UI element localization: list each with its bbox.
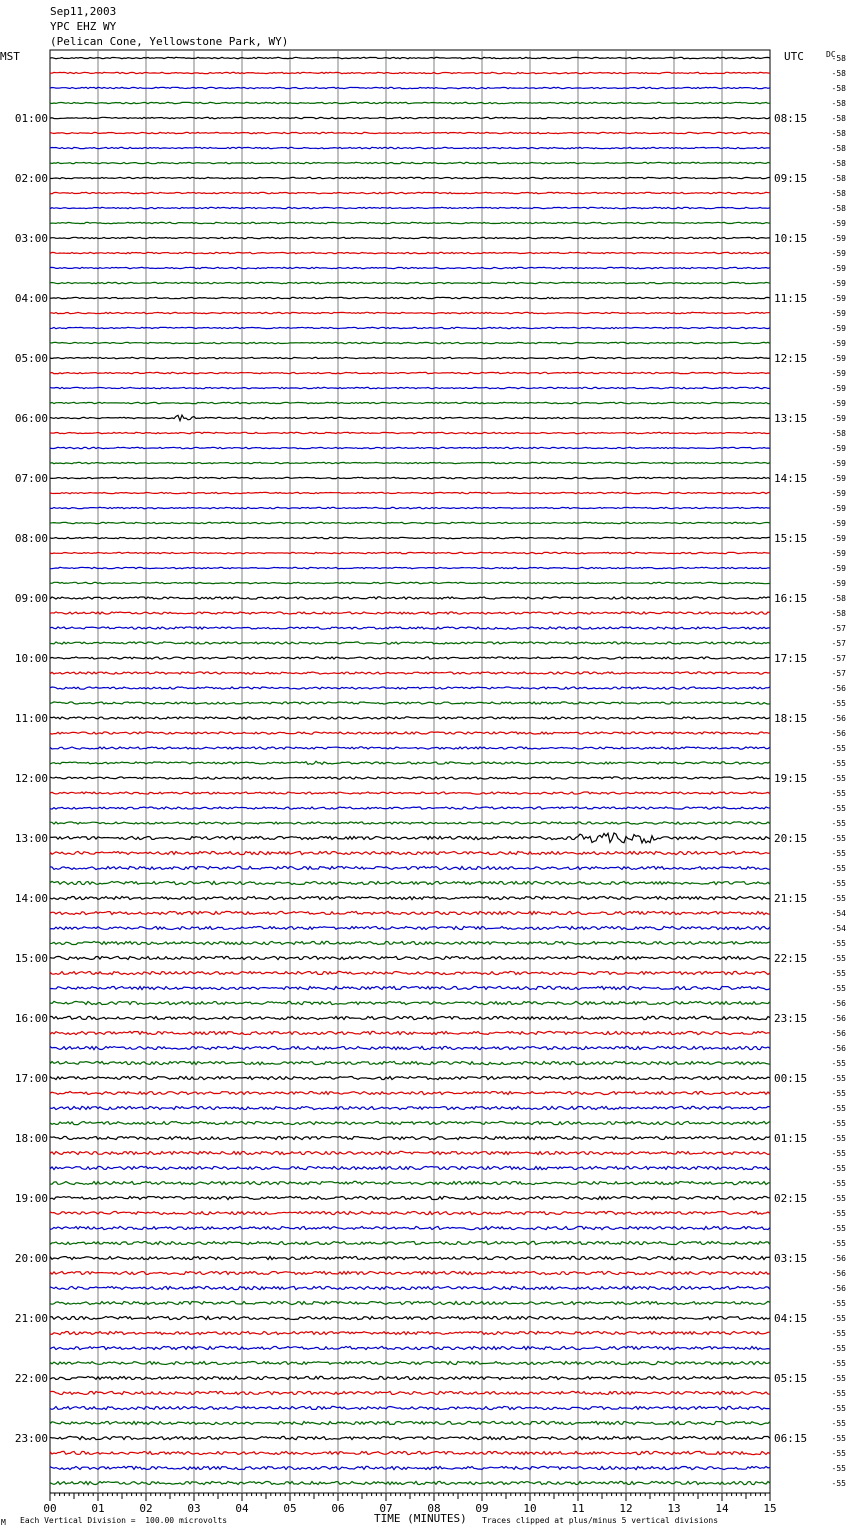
dc-offset-label: -55: [831, 1164, 846, 1173]
seismic-trace: [50, 342, 770, 343]
x-tick-label: 01: [91, 1502, 105, 1515]
station-location: (Pelican Cone, Yellowstone Park, WY): [50, 35, 289, 48]
right-hour-label: 16:15: [774, 592, 808, 605]
seismic-trace: [50, 387, 770, 388]
left-hour-label: 15:00: [14, 952, 48, 965]
seismic-trace: [50, 597, 770, 599]
right-hour-label: 03:15: [774, 1252, 808, 1265]
dc-offset-label: -55: [831, 1059, 846, 1068]
seismic-trace: [50, 177, 770, 178]
dc-offset-label: -59: [831, 369, 846, 378]
dc-offset-label: -55: [831, 1179, 846, 1188]
dc-offset-label: -55: [831, 1074, 846, 1083]
right-hour-label: 18:15: [774, 712, 808, 725]
left-hour-label: 12:00: [14, 772, 48, 785]
dc-offset-label: -59: [831, 579, 846, 588]
dc-offset-label: -55: [831, 1209, 846, 1218]
x-tick-label: 10: [523, 1502, 537, 1515]
seismic-trace: [50, 507, 770, 508]
seismic-trace: [50, 1376, 770, 1379]
plot-date: Sep11,2003: [50, 5, 117, 18]
dc-offset-label: -58: [831, 174, 846, 183]
left-hour-label: 16:00: [14, 1012, 48, 1025]
dc-offset-label: -59: [831, 564, 846, 573]
seismic-trace: [50, 822, 770, 824]
dc-offset-label: -57: [831, 654, 846, 663]
seismic-trace: [50, 1061, 770, 1065]
right-hour-label: 22:15: [774, 952, 808, 965]
seismic-trace: [50, 851, 770, 854]
left-hour-label: 05:00: [14, 352, 48, 365]
seismic-trace: [50, 1031, 770, 1034]
dc-offset-label: -59: [831, 474, 846, 483]
dc-offset-label: -56: [831, 684, 846, 693]
seismic-trace: [50, 777, 770, 779]
dc-offset-label: -55: [831, 984, 846, 993]
seismic-trace: [50, 1391, 770, 1394]
x-tick-label: 06: [331, 1502, 345, 1515]
left-hour-label: 22:00: [14, 1372, 48, 1385]
left-hour-label: 07:00: [14, 472, 48, 485]
seismic-trace: [50, 1361, 770, 1364]
dc-offset-label: -55: [831, 1434, 846, 1443]
x-tick-label: 07: [379, 1502, 393, 1515]
dc-offset-label: -55: [831, 1089, 846, 1098]
seismic-trace: [50, 761, 770, 764]
dc-offset-label: -55: [831, 939, 846, 948]
dc-offset-label: -55: [831, 1464, 846, 1473]
seismic-trace: [50, 866, 770, 869]
dc-offset-label: -59: [831, 504, 846, 513]
left-hour-label: 09:00: [14, 592, 48, 605]
dc-offset-label: -55: [831, 1119, 846, 1128]
right-hour-label: 23:15: [774, 1012, 808, 1025]
seismic-trace: [50, 297, 770, 298]
seismic-trace: [50, 1421, 770, 1424]
seismic-trace: [50, 447, 770, 448]
dc-offset-label: -56: [831, 1014, 846, 1023]
dc-offset-label: -58: [831, 594, 846, 603]
dc-offset-label: -58: [831, 159, 846, 168]
seismic-trace: [50, 1226, 770, 1229]
seismic-trace: [50, 732, 770, 734]
dc-offset-label: -55: [831, 774, 846, 783]
dc-offset-label: -55: [831, 759, 846, 768]
right-hour-label: 10:15: [774, 232, 808, 245]
left-hour-label: 06:00: [14, 412, 48, 425]
dc-offset-label: -59: [831, 294, 846, 303]
seismic-trace: [50, 357, 770, 358]
dc-offset-label: -55: [831, 1419, 846, 1428]
seismic-trace: [50, 147, 770, 148]
seismic-trace: [50, 132, 770, 133]
right-hour-label: 08:15: [774, 112, 808, 125]
dc-offset-label: -55: [831, 1299, 846, 1308]
dc-label: DC: [826, 50, 836, 59]
left-hour-label: 13:00: [14, 832, 48, 845]
seismic-trace: [50, 956, 770, 959]
left-hour-label: 04:00: [14, 292, 48, 305]
seismic-trace: [50, 1001, 770, 1004]
right-hour-label: 21:15: [774, 892, 808, 905]
dc-offset-label: -59: [831, 384, 846, 393]
x-tick-label: 13: [667, 1502, 681, 1515]
seismic-trace: [50, 807, 770, 809]
seismic-trace: [50, 1301, 770, 1304]
left-hour-label: 10:00: [14, 652, 48, 665]
seismic-trace: [50, 327, 770, 328]
seismic-trace: [50, 657, 770, 659]
dc-offset-label: -58: [831, 69, 846, 78]
right-hour-label: 20:15: [774, 832, 808, 845]
left-hour-label: 11:00: [14, 712, 48, 725]
x-tick-label: 04: [235, 1502, 249, 1515]
left-hour-label: 21:00: [14, 1312, 48, 1325]
seismic-trace: [50, 1316, 770, 1319]
seismic-trace: [50, 57, 770, 58]
seismic-trace: [50, 432, 770, 433]
plot-frame: [50, 50, 770, 1493]
dc-offset-label: -55: [831, 1104, 846, 1113]
dc-offset-label: -55: [831, 1314, 846, 1323]
dc-offset-label: -59: [831, 534, 846, 543]
right-hour-label: 00:15: [774, 1072, 808, 1085]
seismic-trace: [50, 941, 770, 944]
seismic-trace: [50, 1286, 770, 1289]
seismic-trace: [50, 567, 770, 568]
dc-offset-label: -55: [831, 1404, 846, 1413]
right-hour-label: 02:15: [774, 1192, 808, 1205]
station-code: YPC EHZ WY: [50, 20, 117, 33]
corner-mark: M: [1, 1518, 6, 1527]
seismic-trace: [50, 372, 770, 373]
right-hour-label: 11:15: [774, 292, 808, 305]
dc-offset-label: -58: [831, 144, 846, 153]
seismic-trace: [50, 986, 770, 989]
dc-offset-label: -59: [831, 519, 846, 528]
left-hour-label: 01:00: [14, 112, 48, 125]
dc-offset-label: -56: [831, 1029, 846, 1038]
dc-offset-label: -59: [831, 339, 846, 348]
right-axis-title: UTC: [784, 50, 804, 63]
dc-offset-label: -55: [831, 744, 846, 753]
seismic-trace: [50, 1451, 770, 1454]
seismic-trace: [50, 717, 770, 719]
dc-offset-label: -59: [831, 279, 846, 288]
dc-offset-label: -54: [831, 924, 846, 933]
right-hour-label: 09:15: [774, 172, 808, 185]
dc-offset-label: -56: [831, 1254, 846, 1263]
seismic-trace: [50, 1046, 770, 1049]
seismic-trace: [50, 192, 770, 193]
dc-offset-label: -59: [831, 309, 846, 318]
seismic-trace: [50, 102, 770, 103]
seismic-trace: [50, 642, 770, 644]
dc-offset-label: -55: [831, 1224, 846, 1233]
seismic-trace: [50, 1241, 770, 1244]
dc-offset-label: -59: [831, 324, 846, 333]
seismic-trace: [50, 1481, 770, 1484]
seismic-trace: [50, 1331, 770, 1334]
dc-offset-label: -55: [831, 789, 846, 798]
dc-offset-label: -55: [831, 1149, 846, 1158]
dc-offset-label: -56: [831, 714, 846, 723]
seismic-trace: [50, 792, 770, 794]
seismic-trace: [50, 833, 770, 843]
dc-offset-label: -55: [831, 1374, 846, 1383]
dc-offset-label: -55: [831, 1479, 846, 1488]
dc-offset-label: -55: [831, 1194, 846, 1203]
dc-offset-label: -56: [831, 729, 846, 738]
dc-offset-label: -58: [831, 84, 846, 93]
seismic-trace: [50, 1181, 770, 1184]
seismic-trace: [50, 1211, 770, 1214]
dc-offset-label: -58: [831, 129, 846, 138]
left-hour-label: 14:00: [14, 892, 48, 905]
dc-offset-label: -54: [831, 909, 846, 918]
seismic-trace: [50, 1166, 770, 1169]
dc-offset-label: -59: [831, 219, 846, 228]
seismic-trace: [50, 747, 770, 749]
dc-offset-label: -57: [831, 669, 846, 678]
dc-offset-label: -58: [831, 114, 846, 123]
dc-offset-label: -56: [831, 1284, 846, 1293]
seismic-trace: [50, 971, 770, 974]
dc-offset-label: -58: [831, 429, 846, 438]
seismic-trace: [50, 492, 770, 493]
dc-offset-label: -56: [831, 1044, 846, 1053]
x-tick-label: 08: [427, 1502, 441, 1515]
dc-offset-label: -59: [831, 444, 846, 453]
x-tick-label: 05: [283, 1502, 297, 1515]
x-tick-label: 00: [43, 1502, 57, 1515]
left-hour-label: 08:00: [14, 532, 48, 545]
right-hour-label: 06:15: [774, 1432, 808, 1445]
dc-offset-label: -55: [831, 879, 846, 888]
left-hour-label: 03:00: [14, 232, 48, 245]
seismic-trace: [50, 462, 770, 463]
seismic-trace: [50, 282, 770, 283]
seismic-trace: [50, 582, 770, 583]
seismic-trace: [50, 926, 770, 929]
right-hour-label: 13:15: [774, 412, 808, 425]
seismic-trace: [50, 222, 770, 223]
left-hour-label: 17:00: [14, 1072, 48, 1085]
seismic-trace: [50, 627, 770, 629]
dc-offset-label: -58: [831, 204, 846, 213]
clip-note: Traces clipped at plus/minus 5 vertical divisions: [482, 1516, 719, 1525]
dc-offset-label: -55: [831, 1329, 846, 1338]
seismic-trace: [50, 252, 770, 253]
seismic-trace: [50, 402, 770, 403]
seismic-trace: [50, 117, 770, 118]
dc-offset-label: -55: [831, 699, 846, 708]
seismic-trace: [50, 162, 770, 163]
seismic-trace: [50, 522, 770, 523]
right-hour-label: 12:15: [774, 352, 808, 365]
dc-offset-label: -58: [831, 54, 846, 63]
dc-offset-label: -59: [831, 459, 846, 468]
seismic-trace: [50, 612, 770, 614]
seismic-trace: [50, 415, 770, 421]
seismic-trace: [50, 911, 770, 914]
x-axis-title: TIME (MINUTES): [374, 1512, 467, 1525]
seismic-trace: [50, 1271, 770, 1274]
dc-offset-label: -57: [831, 639, 846, 648]
dc-offset-label: -55: [831, 849, 846, 858]
right-hour-label: 15:15: [774, 532, 808, 545]
left-hour-label: 02:00: [14, 172, 48, 185]
seismic-trace: [50, 1406, 770, 1409]
dc-offset-label: -59: [831, 264, 846, 273]
right-hour-label: 01:15: [774, 1132, 808, 1145]
seismic-trace: [50, 881, 770, 884]
right-hour-label: 04:15: [774, 1312, 808, 1325]
scale-note: Each Vertical Division = 100.00 microvolts: [20, 1516, 228, 1525]
seismic-trace: [50, 1136, 770, 1139]
dc-offset-label: -59: [831, 234, 846, 243]
dc-offset-label: -55: [831, 1359, 846, 1368]
seismic-trace: [50, 237, 770, 238]
seismic-trace: [50, 72, 770, 73]
dc-offset-label: -56: [831, 999, 846, 1008]
dc-offset-label: -55: [831, 1239, 846, 1248]
dc-offset-label: -55: [831, 1449, 846, 1458]
dc-offset-label: -57: [831, 624, 846, 633]
x-tick-label: 03: [187, 1502, 201, 1515]
right-hour-label: 05:15: [774, 1372, 808, 1385]
seismic-trace: [50, 477, 770, 478]
dc-offset-label: -59: [831, 489, 846, 498]
x-tick-label: 14: [715, 1502, 729, 1515]
x-tick-label: 11: [571, 1502, 585, 1515]
seismic-trace: [50, 1256, 770, 1259]
dc-offset-label: -59: [831, 549, 846, 558]
left-hour-label: 18:00: [14, 1132, 48, 1145]
dc-offset-label: -55: [831, 804, 846, 813]
dc-offset-label: -59: [831, 249, 846, 258]
right-hour-label: 14:15: [774, 472, 808, 485]
dc-offset-label: -55: [831, 864, 846, 873]
dc-offset-label: -56: [831, 1269, 846, 1278]
left-hour-label: 19:00: [14, 1192, 48, 1205]
dc-offset-label: -59: [831, 354, 846, 363]
dc-offset-label: -58: [831, 609, 846, 618]
left-hour-label: 20:00: [14, 1252, 48, 1265]
x-tick-label: 09: [475, 1502, 489, 1515]
seismic-trace: [50, 1106, 770, 1109]
seismic-trace: [50, 1092, 770, 1095]
x-tick-label: 12: [619, 1502, 633, 1515]
x-tick-label: 15: [763, 1502, 777, 1515]
seismic-trace: [50, 87, 770, 88]
seismic-trace: [50, 1466, 770, 1469]
seismic-trace: [50, 1076, 770, 1079]
seismic-trace: [50, 702, 770, 704]
seismic-trace: [50, 552, 770, 553]
dc-offset-label: -55: [831, 1344, 846, 1353]
dc-offset-label: -55: [831, 1389, 846, 1398]
dc-offset-label: -58: [831, 99, 846, 108]
seismic-trace: [50, 1151, 770, 1154]
dc-offset-label: -59: [831, 414, 846, 423]
x-tick-label: 02: [139, 1502, 153, 1515]
seismic-trace: [50, 267, 770, 268]
seismic-trace: [50, 1016, 770, 1019]
seismic-trace: [50, 1436, 770, 1439]
dc-offset-label: -55: [831, 819, 846, 828]
seismic-trace: [50, 1346, 770, 1349]
seismic-trace: [50, 312, 770, 313]
left-hour-label: 23:00: [14, 1432, 48, 1445]
seismic-trace: [50, 1196, 770, 1199]
dc-offset-label: -55: [831, 1134, 846, 1143]
seismic-trace: [50, 672, 770, 674]
seismic-trace: [50, 896, 770, 899]
seismic-trace: [50, 537, 770, 538]
dc-offset-label: -55: [831, 969, 846, 978]
dc-offset-label: -59: [831, 399, 846, 408]
seismic-trace: [50, 207, 770, 208]
right-hour-label: 17:15: [774, 652, 808, 665]
dc-offset-label: -55: [831, 894, 846, 903]
right-hour-label: 19:15: [774, 772, 808, 785]
dc-offset-label: -55: [831, 834, 846, 843]
seismic-trace: [50, 1121, 770, 1124]
seismic-trace: [50, 687, 770, 689]
left-axis-title: MST: [0, 50, 20, 63]
dc-offset-label: -58: [831, 189, 846, 198]
dc-offset-label: -55: [831, 954, 846, 963]
